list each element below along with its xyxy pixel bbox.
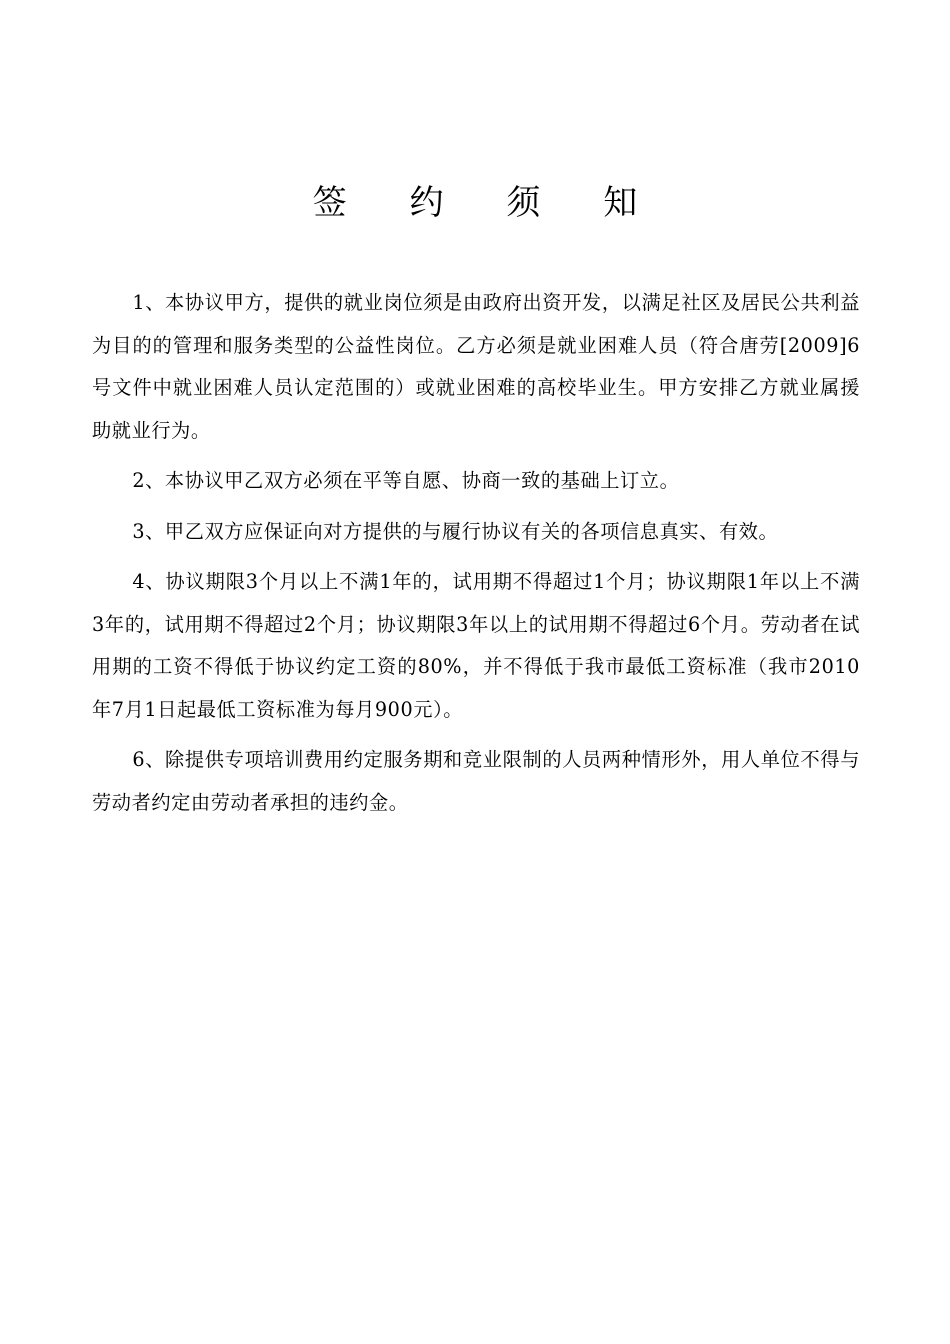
document-body — [92, 282, 860, 832]
paragraph-4: 4、协议期限3个月以上不满1年的，试用期不得超过1个月；协议期限1年以上不满3年的，试用期不得超过2个月；协议期限3年以上的试用期不得超过6个月。劳动者在试用期的工资不得低于协议约定工资的80%，并不得低于我市最低工资标准（我市2010年7月1日起最低工资标准为每月900元）。 — [92, 570, 860, 721]
paragraph-1: 1、本协议甲方，提供的就业岗位须是由政府出资开发，以满足社区及居民公共利益为目的的管理和服务类型的公益性岗位。乙方必须是就业困难人员（符合唐劳[2009]6号文件中就业困难人员认定范围的）或就业困难的高校毕业生。甲方安排乙方就业属援助就业行为。 — [92, 291, 860, 442]
page-title: 签 约 须 知 — [312, 183, 664, 223]
paragraph-3: 3、甲乙双方应保证向对方提供的与履行协议有关的各项信息真实、有效。 — [132, 519, 779, 543]
paragraph-2: 2、本协议甲乙双方必须在平等自愿、协商一致的基础上订立。 — [132, 469, 680, 492]
paragraph-6: 6、除提供专项培训费用约定服务期和竞业限制的人员两种情形外，用人单位不得与劳动者约定由劳动者承担的违约金。 — [92, 748, 860, 814]
